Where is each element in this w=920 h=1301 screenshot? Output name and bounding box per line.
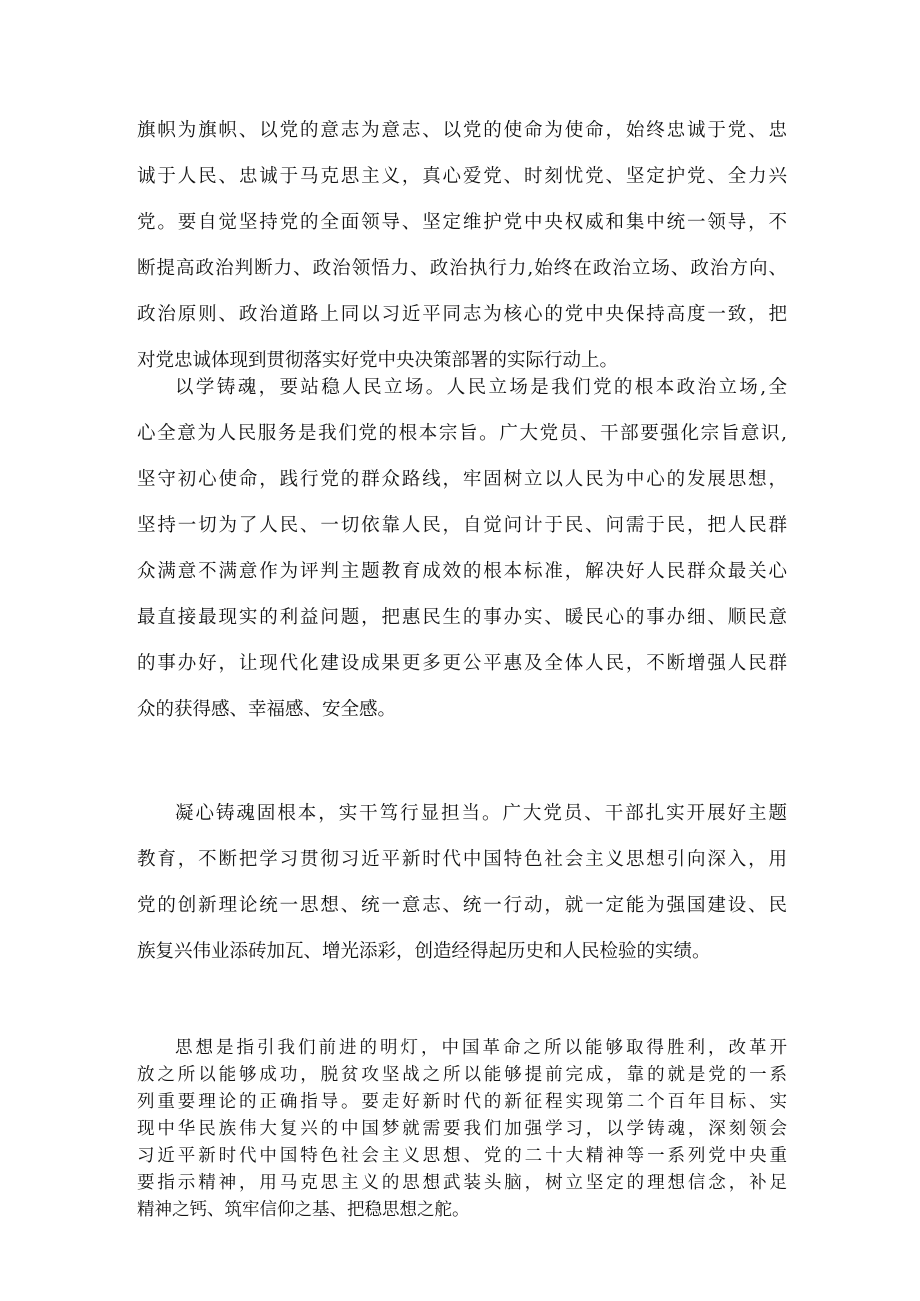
text-line: 教育，不断把学习贯彻习近平新时代中国特色社会主义思想引向深入，用 bbox=[137, 849, 787, 870]
text-line: 列重要理论的正确指导。要走好新时代的新征程实现第二个百年目标、实 bbox=[137, 1092, 787, 1112]
text-line: 众的获得感、幸福感、安全感。 bbox=[137, 699, 397, 720]
text-line: 断提高政治判断力、政治领悟力、政治执行力,始终在政治立场、政治方向、 bbox=[137, 258, 787, 279]
text-line: 坚持一切为了人民、一切依靠人民，自觉问计于民、问需于民，把人民群 bbox=[137, 515, 787, 536]
paragraph-conclusion bbox=[137, 791, 787, 975]
text-line: 精神之钙、筑牢信仰之基、把稳思想之舵。 bbox=[137, 1200, 470, 1220]
paragraph-loyalty bbox=[137, 108, 787, 384]
text-line: 旗帜为旗帜、以党的意志为意志、以党的使命为使命，始终忠诚于党、忠 bbox=[137, 120, 787, 141]
text-line: 习近平新时代中国特色社会主义思想、党的二十大精神等一系列党中央重 bbox=[137, 1146, 787, 1166]
text-line: 政治原则、政治道路上同以习近平同志为核心的党中央保持高度一致，把 bbox=[137, 304, 787, 325]
text-line: 凝心铸魂固根本，实干笃行显担当。广大党员、干部扎实开展好主题 bbox=[175, 803, 787, 824]
text-line: 党的创新理论统一思想、统一意志、统一行动，就一定能为强国建设、民 bbox=[137, 895, 787, 916]
text-line: 最直接最现实的利益问题，把惠民生的事办实、暖民心的事办细、顺民意 bbox=[137, 607, 787, 628]
text-line: 坚守初心使命，践行党的群众路线，牢固树立以人民为中心的发展思想， bbox=[137, 469, 787, 490]
text-line: 对党忠诚体现到贯彻落实好党中央决策部署的实际行动上。 bbox=[137, 350, 619, 371]
text-line: 现中华民族伟大复兴的中国梦就需要我们加强学习，以学铸魂，深刻领会 bbox=[137, 1119, 787, 1139]
text-line: 要指示精神，用马克思主义的思想武装头脑，树立坚定的理想信念，补足 bbox=[137, 1173, 787, 1193]
text-line: 的事办好，让现代化建设成果更多更公平惠及全体人民，不断增强人民群 bbox=[137, 653, 787, 674]
text-line: 以学铸魂，要站稳人民立场。人民立场是我们党的根本政治立场,全 bbox=[175, 377, 787, 398]
text-line: 放之所以能够成功，脱贫攻坚战之所以能够提前完成，靠的就是党的一系 bbox=[137, 1065, 787, 1085]
text-line: 众满意不满意作为评判主题教育成效的根本标准，解决好人民群众最关心 bbox=[137, 561, 787, 582]
paragraph-thought bbox=[137, 1035, 787, 1224]
text-line: 思想是指引我们前进的明灯，中国革命之所以能够取得胜利，改革开 bbox=[175, 1038, 787, 1058]
text-line: 族复兴伟业添砖加瓦、增光添彩，创造经得起历史和人民检验的实绩。 bbox=[137, 941, 711, 962]
text-line: 党。要自觉坚持党的全面领导、坚定维护党中央权威和集中统一领导，不 bbox=[137, 212, 787, 233]
text-line: 诚于人民、忠诚于马克思主义，真心爱党、时刻忧党、坚定护党、全力兴 bbox=[137, 166, 787, 187]
paragraph-people-stance bbox=[137, 365, 787, 733]
text-line: 心全意为人民服务是我们党的根本宗旨。广大党员、干部要强化宗旨意识, bbox=[137, 423, 787, 444]
